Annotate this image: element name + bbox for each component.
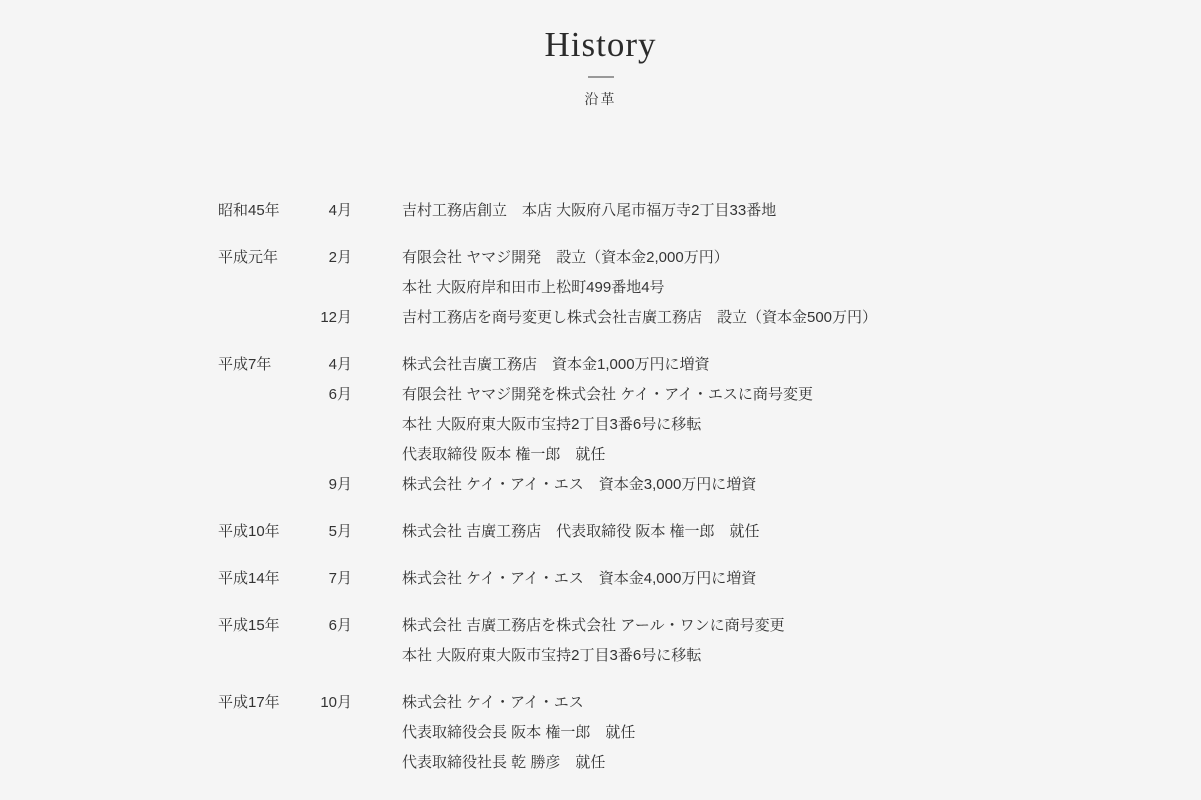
timeline-row bbox=[218, 410, 1201, 440]
timeline-row bbox=[218, 273, 1201, 303]
event-text: 株式会社 吉廣工務店を株式会社 アール・ワンに商号変更 bbox=[402, 617, 785, 634]
event-text: 本社 大阪府東大阪市宝持2丁目3番6号に移転 bbox=[402, 416, 702, 433]
event-text: 有限会社 ヤマジ開発を株式会社 ケイ・アイ・エスに商号変更 bbox=[402, 386, 813, 403]
event-text: 株式会社 ケイ・アイ・エス bbox=[402, 694, 584, 711]
era-label: 平成14年 bbox=[218, 570, 280, 587]
event-text: 株式会社吉廣工務店 資本金1,000万円に増資 bbox=[402, 356, 710, 373]
era-label: 平成15年 bbox=[218, 617, 280, 634]
timeline-row bbox=[218, 748, 1201, 778]
month-label: 6月 bbox=[328, 386, 352, 403]
timeline-row bbox=[218, 303, 1201, 333]
event-text: 本社 大阪府岸和田市上松町499番地4号 bbox=[402, 279, 665, 296]
timeline-row bbox=[218, 564, 1201, 594]
month-label bbox=[308, 748, 352, 778]
era-label bbox=[218, 380, 308, 410]
month-label: 9月 bbox=[328, 476, 352, 493]
month-label: 4月 bbox=[328, 356, 352, 373]
timeline-row bbox=[218, 641, 1201, 671]
event-text: 株式会社 ケイ・アイ・エス 資本金4,000万円に増資 bbox=[402, 570, 757, 587]
event-text: 代表取締役会長 阪本 権一郎 就任 bbox=[402, 724, 636, 741]
timeline-row bbox=[218, 517, 1201, 547]
month-label: 5月 bbox=[328, 523, 352, 540]
event-text: 代表取締役 阪本 権一郎 就任 bbox=[402, 446, 606, 463]
month-label: 12月 bbox=[320, 309, 352, 326]
timeline-group bbox=[218, 688, 1201, 778]
era-label bbox=[218, 470, 308, 500]
event-text: 吉村工務店創立 本店 大阪府八尾市福万寺2丁目33番地 bbox=[402, 202, 777, 219]
era-label bbox=[218, 273, 308, 303]
era-label: 平成17年 bbox=[218, 694, 280, 711]
timeline-row bbox=[218, 350, 1201, 380]
timeline-row bbox=[218, 440, 1201, 470]
timeline-group bbox=[218, 196, 1201, 226]
event-text: 有限会社 ヤマジ開発 設立（資本金2,000万円） bbox=[402, 249, 729, 266]
era-label: 平成元年 bbox=[218, 249, 279, 266]
event-text: 本社 大阪府東大阪市宝持2丁目3番6号に移転 bbox=[402, 647, 702, 664]
timeline-row bbox=[218, 380, 1201, 410]
month-label: 4月 bbox=[328, 202, 352, 219]
month-label bbox=[308, 410, 352, 440]
month-label: 7月 bbox=[328, 570, 352, 587]
history-header bbox=[0, 0, 1201, 111]
page-title: History bbox=[544, 25, 657, 64]
era-label bbox=[218, 641, 308, 671]
event-text: 吉村工務店を商号変更し株式会社吉廣工務店 設立（資本金500万円） bbox=[402, 309, 878, 326]
timeline-group bbox=[218, 564, 1201, 594]
timeline-group bbox=[218, 243, 1201, 333]
month-label: 10月 bbox=[320, 694, 352, 711]
month-label bbox=[308, 641, 352, 671]
timeline-group bbox=[218, 517, 1201, 547]
month-label bbox=[308, 273, 352, 303]
event-text: 株式会社 ケイ・アイ・エス 資本金3,000万円に増資 bbox=[402, 476, 757, 493]
timeline-row bbox=[218, 718, 1201, 748]
era-label bbox=[218, 303, 308, 333]
history-timeline bbox=[0, 196, 1201, 778]
title-divider bbox=[588, 76, 614, 78]
timeline-group bbox=[218, 350, 1201, 500]
month-label bbox=[308, 440, 352, 470]
era-label: 平成10年 bbox=[218, 523, 280, 540]
event-text: 株式会社 吉廣工務店 代表取締役 阪本 権一郎 就任 bbox=[402, 523, 760, 540]
era-label bbox=[218, 748, 308, 778]
era-label: 平成7年 bbox=[218, 356, 272, 373]
era-label bbox=[218, 410, 308, 440]
timeline-row bbox=[218, 688, 1201, 718]
timeline-row bbox=[218, 196, 1201, 226]
timeline-row bbox=[218, 470, 1201, 500]
event-text: 代表取締役社長 乾 勝彦 就任 bbox=[402, 754, 606, 771]
timeline-row bbox=[218, 243, 1201, 273]
era-label bbox=[218, 718, 308, 748]
era-label: 昭和45年 bbox=[218, 202, 280, 219]
page-subtitle: 沿革 bbox=[584, 93, 617, 108]
timeline-row bbox=[218, 611, 1201, 641]
timeline-group bbox=[218, 611, 1201, 671]
month-label: 2月 bbox=[328, 249, 352, 266]
month-label: 6月 bbox=[328, 617, 352, 634]
era-label bbox=[218, 440, 308, 470]
month-label bbox=[308, 718, 352, 748]
